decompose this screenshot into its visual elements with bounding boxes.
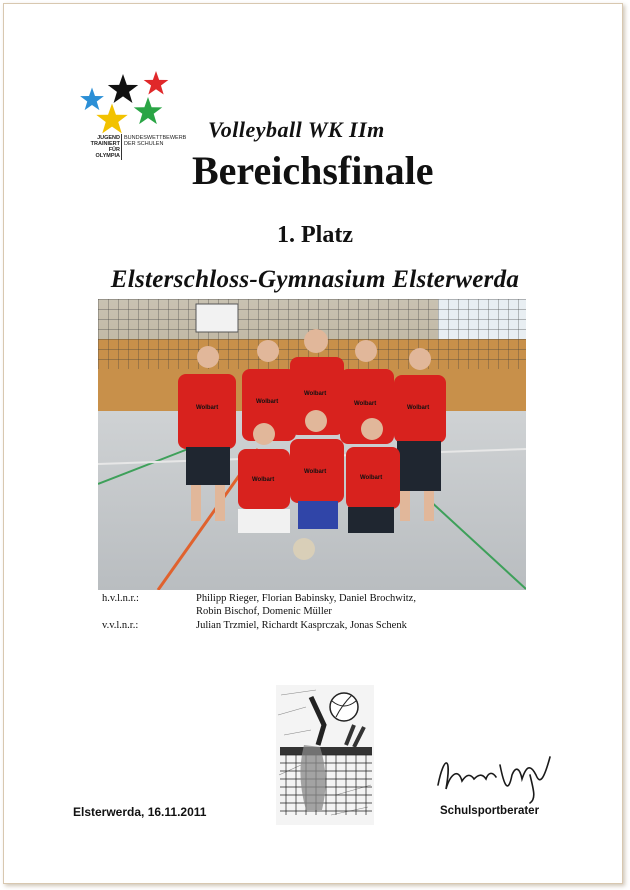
black-star-icon (108, 74, 138, 103)
shirt-print: Wolbart (407, 405, 430, 411)
logo-text-bundeswettbewerb (124, 135, 204, 147)
logo-line: JUGEND (97, 135, 120, 141)
place-and-date: Elsterwerda, 16.11.2011 (73, 805, 207, 819)
page-title: Bereichsfinale (192, 148, 434, 193)
caption-names-back-row-1: Philipp Rieger, Florian Babinsky, Daniel Brochwitz, (196, 593, 416, 604)
sketch-net-band (280, 747, 372, 755)
shirt-print: Wolbart (360, 475, 383, 481)
signer-role: Schulsportberater (440, 805, 540, 817)
shirt-print: Wolbart (354, 401, 377, 407)
logo-line: OLYMPIA (95, 153, 120, 159)
school-name: Elsterschloss-Gymnasium Elsterwerda (110, 266, 520, 293)
logo-line: FÜR (108, 147, 120, 153)
team-photo (98, 299, 526, 590)
shirt-print: Wolbart (304, 469, 327, 475)
logo-line: TRAINIERT (90, 141, 120, 147)
logo-divider (121, 134, 122, 160)
shirt-print: Wolbart (196, 405, 219, 411)
player-body (300, 745, 325, 810)
shirt-print: Wolbart (252, 477, 275, 483)
volleyball-sketch-illustration (276, 685, 374, 825)
subtitle: Volleyball WK IIm (208, 117, 385, 142)
caption-label-back-row: h.v.l.n.r.: (102, 593, 139, 604)
signature (430, 745, 560, 805)
caption-label-front-row: v.v.l.n.r.: (102, 620, 139, 631)
caption-names-back-row-2: Robin Bischof, Domenic Müller (196, 606, 332, 617)
volleyball-icon (330, 693, 358, 721)
logo-line: DER SCHULEN (124, 141, 164, 147)
logo-text-jugend (78, 135, 120, 159)
caption-names-front-row: Julian Trzmiel, Richardt Kasprczak, Jonas Schenk (196, 620, 407, 631)
red-star-icon (144, 71, 169, 95)
blue-star-icon (80, 88, 104, 111)
place-heading: 1. Platz (277, 222, 353, 248)
logo-line: BUNDESWETTBEWERB (124, 135, 187, 141)
yellow-star-icon (96, 104, 127, 134)
green-star-icon (134, 97, 163, 124)
basketball-board (196, 304, 238, 332)
shirt-print: Wolbart (256, 399, 279, 405)
shirt-print: Wolbart (304, 391, 327, 397)
